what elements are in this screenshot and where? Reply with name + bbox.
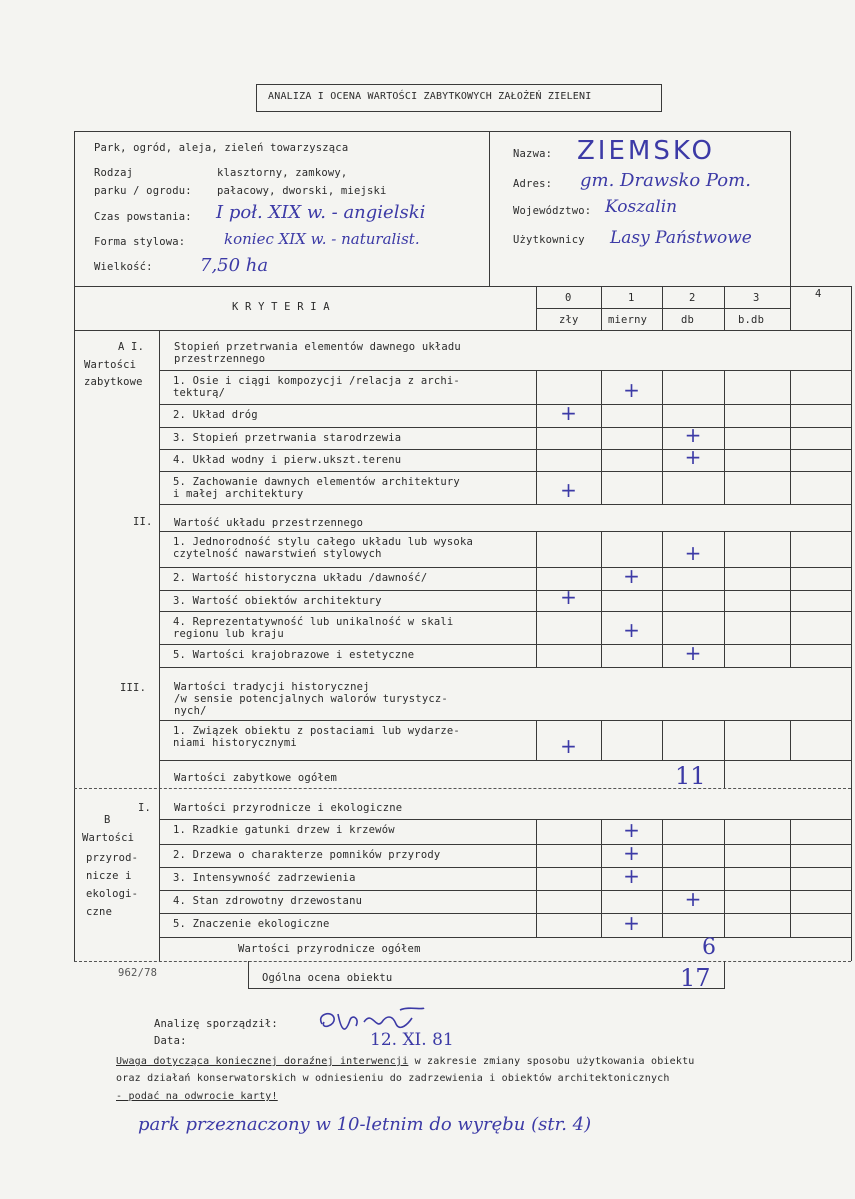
a-g1-row-5-label-2: i małej architektury xyxy=(173,488,304,500)
wielkosc-label: Wielkość: xyxy=(94,261,153,273)
forma-label: Forma stylowa: xyxy=(94,236,186,248)
a-g1-row-5-mark: + xyxy=(560,478,577,502)
a-g2-row-1-label-2: czytelność nawarstwień stylowych xyxy=(173,548,382,560)
uwaga-line-2: oraz działań konserwatorskich w odniesieniu do zadrzewienia i obiektów architektonicznych xyxy=(116,1073,670,1084)
b-row-5-label: 5. Znaczenie ekologiczne xyxy=(173,918,330,930)
b-row-1-mark: + xyxy=(623,818,640,842)
rodzaj-label-2: parku / ogrodu: xyxy=(94,185,192,197)
scale-1-num: 1 xyxy=(628,292,635,304)
uzyt-label: Użytkownicy xyxy=(513,234,585,246)
wielkosc-value: 7,50 ha xyxy=(200,255,269,276)
a-g1-title-1: Stopień przetrwania elementów dawnego układu xyxy=(174,341,461,353)
a-g2-row-5-label: 5. Wartości krajobrazowe i estetyczne xyxy=(173,649,415,661)
section-b-label-2: przyrod- xyxy=(86,852,139,864)
section-b-letter: B xyxy=(104,814,111,826)
overall-label: Ogólna ocena obiektu xyxy=(262,972,393,984)
adres-label: Adres: xyxy=(513,178,553,190)
scale-4-num: 4 xyxy=(815,288,822,300)
section-a-roman: A I. xyxy=(118,341,145,353)
overall-value: 17 xyxy=(680,964,711,992)
rodzaj-options-1: klasztorny, zamkowy, xyxy=(217,167,348,179)
sporz-label: Analizę sporządził: xyxy=(154,1018,278,1030)
a-g2-row-1-mark: + xyxy=(684,541,702,565)
a-g2-roman: II. xyxy=(133,516,153,528)
a-g3-title-2: /w sensie potencjalnych walorów turystycz- xyxy=(174,693,448,705)
b-row-2-label: 2. Drzewa o charakterze pomników przyrody xyxy=(173,849,441,861)
document-title: ANALIZA I OCENA WARTOŚCI ZABYTKOWYCH ZAŁOŻEŃ ZIELENI xyxy=(268,91,592,102)
a-total-label: Wartości zabytkowe ogółem xyxy=(174,772,338,784)
a-g3-row-1-label-2: niami historycznymi xyxy=(173,737,297,749)
adres-value: gm. Drawsko Pom. xyxy=(580,170,751,191)
b-row-2-mark: + xyxy=(623,841,640,865)
scale-2-num: 2 xyxy=(689,292,696,304)
b-row-1-label: 1. Rzadkie gatunki drzew i krzewów xyxy=(173,824,395,836)
a-g3-row-1-label: 1. Związek obiektu z postaciami lub wydarze- xyxy=(173,725,460,737)
a-g2-row-4-label-2: regionu lub kraju xyxy=(173,628,284,640)
b-total-value: 6 xyxy=(702,935,716,960)
a-g3-row-1-mark: + xyxy=(560,734,577,758)
rodzaj-label: Rodzaj xyxy=(94,167,134,179)
data-label: Data: xyxy=(154,1035,187,1047)
a-g3-title-3: nych/ xyxy=(174,705,207,717)
section-b-label-4: ekologi- xyxy=(86,888,139,900)
kryteria-label: K R Y T E R I A xyxy=(232,301,330,313)
a-g2-row-3-mark: + xyxy=(560,585,577,609)
a-g2-row-2-mark: + xyxy=(623,564,640,588)
b-row-5-mark: + xyxy=(623,911,640,935)
type-line: Park, ogród, aleja, zieleń towarzysząca xyxy=(94,142,349,154)
rodzaj-options-2: pałacowy, dworski, miejski xyxy=(217,185,387,197)
handwritten-note: park przeznaczony w 10-letnim do wyrębu (str. 4) xyxy=(138,1114,592,1135)
uzyt-value: Lasy Państwowe xyxy=(610,228,752,248)
section-b-roman: I. xyxy=(138,802,152,814)
czas-value: I poł. XIX w. - angielski xyxy=(216,202,426,223)
a-g1-row-3-mark: + xyxy=(684,423,702,447)
a-g2-row-4-label: 4. Reprezentatywność lub unikalność w skali xyxy=(173,616,454,628)
section-b-label-5: czne xyxy=(86,906,113,918)
scale-1-label: mierny xyxy=(608,314,648,326)
a-g2-title: Wartość układu przestrzennego xyxy=(174,517,364,529)
scale-3-num: 3 xyxy=(753,292,760,304)
a-g1-row-1-label-2: tekturą/ xyxy=(173,387,226,399)
uwaga-rest: w zakresie zmiany sposobu użytkowania obiektu xyxy=(408,1056,695,1067)
forma-value: koniec XIX w. - naturalist. xyxy=(224,230,420,248)
woj-label: Województwo: xyxy=(513,205,592,217)
data-value: 12. XI. 81 xyxy=(370,1030,454,1050)
stamp-number: 962/78 xyxy=(118,967,158,979)
scale-0-num: 0 xyxy=(565,292,572,304)
a-g3-roman: III. xyxy=(120,682,147,694)
a-g2-row-5-mark: + xyxy=(684,641,702,665)
a-g1-title-2: przestrzennego xyxy=(174,353,266,365)
a-g2-row-1-label: 1. Jednorodność stylu całego układu lub wysoka xyxy=(173,536,473,548)
section-a-label-2: zabytkowe xyxy=(84,376,143,388)
a-g3-title-1: Wartości tradycji historycznej xyxy=(174,681,370,693)
section-a-label-1: Wartości xyxy=(84,359,137,371)
nazwa-label: Nazwa: xyxy=(513,148,553,160)
uwaga-line-3: - podać na odwrocie karty! xyxy=(116,1091,278,1102)
b-row-3-mark: + xyxy=(623,864,640,888)
a-g1-row-1-label: 1. Osie i ciągi kompozycji /relacja z archi- xyxy=(173,375,460,387)
uwaga-line-1 xyxy=(116,1056,695,1068)
b-row-3-label: 3. Intensywność zadrzewienia xyxy=(173,872,356,884)
czas-label: Czas powstania: xyxy=(94,211,192,223)
a-g1-row-2-mark: + xyxy=(560,401,577,425)
scale-2-label: db xyxy=(681,314,695,326)
nazwa-value: ZIEMSKO xyxy=(577,136,715,166)
section-b-label-3: nicze i xyxy=(86,870,132,882)
a-g1-row-2-label: 2. Układ dróg xyxy=(173,409,258,421)
a-g2-row-3-label: 3. Wartość obiektów architektury xyxy=(173,595,382,607)
a-g2-row-2-label: 2. Wartość historyczna układu /dawność/ xyxy=(173,572,428,584)
a-g2-row-4-mark: + xyxy=(623,618,640,642)
a-g1-row-3-label: 3. Stopień przetrwania starodrzewia xyxy=(173,432,402,444)
a-total-value: 11 xyxy=(675,762,706,790)
a-g1-row-4-label: 4. Układ wodny i pierw.ukszt.terenu xyxy=(173,454,402,466)
section-b-label-1: Wartości xyxy=(82,832,135,844)
scale-0-label: zły xyxy=(559,314,579,326)
b-title: Wartości przyrodnicze i ekologiczne xyxy=(174,802,403,814)
a-g1-row-5-label: 5. Zachowanie dawnych elementów architektury xyxy=(173,476,460,488)
b-row-4-label: 4. Stan zdrowotny drzewostanu xyxy=(173,895,363,907)
b-total-label: Wartości przyrodnicze ogółem xyxy=(238,943,421,955)
a-g1-row-4-mark: + xyxy=(684,445,702,469)
scale-3-label: b.db xyxy=(738,314,765,326)
b-row-4-mark: + xyxy=(684,887,702,911)
uwaga-underlined: Uwaga dotycząca koniecznej doraźnej interwencji xyxy=(116,1056,409,1067)
a-g1-row-1-mark: + xyxy=(623,378,640,402)
woj-value: Koszalin xyxy=(605,197,678,217)
